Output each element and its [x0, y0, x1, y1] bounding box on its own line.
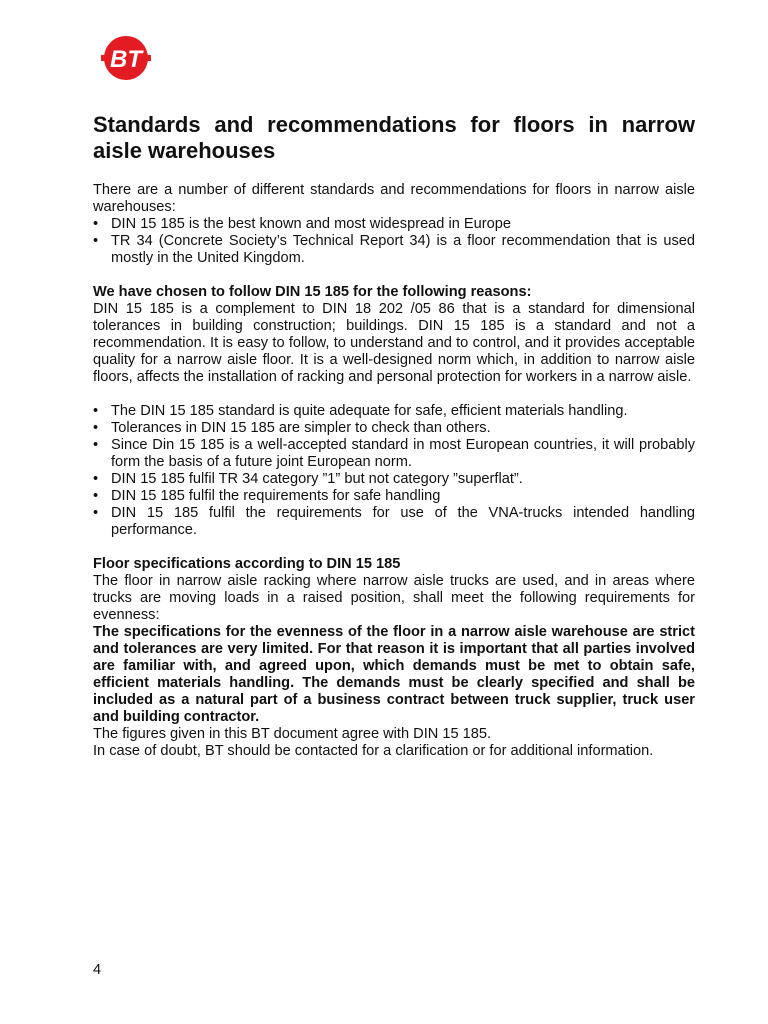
list-item: • DIN 15 185 fulfil the requirements for use of the VNA-trucks intended handling performance. [93, 505, 695, 539]
list-item: • The DIN 15 185 standard is quite adequate for safe, efficient materials handling. [93, 403, 695, 420]
spec-paragraph: The floor in narrow aisle racking where narrow aisle trucks are used, and in areas where trucks are moving loads in a raised position, shall meet the following requirements for evenness: [93, 573, 695, 623]
reasons-paragraph: DIN 15 185 is a complement to DIN 18 202 /05 86 that is a standard for dimensional tolerances in building construction; buildings. DIN 15 185 is a standard and not a recommendation. It is easy to follow, to understand and to control, and it provides acceptable quality for a narrow aisle floor. It is a well-designed norm which, in addition to narrow aisle floors, affects the installation of racking and personal protection for workers in a narrow aisle. [93, 301, 695, 385]
list-item: • Since Din 15 185 is a well-accepted standard in most European countries, it will probably form the basis of a future joint European norm. [93, 437, 695, 471]
list-item: • TR 34 (Concrete Society’s Technical Report 34) is a floor recommendation that is used mostly in the United Kingdom. [93, 233, 695, 267]
bt-logo [101, 35, 151, 81]
spec-line-agree: The figures given in this BT document agree with DIN 15 185. [93, 726, 492, 742]
list-item: • DIN 15 185 is the best known and most widespread in Europe [93, 216, 695, 233]
spec-heading: Floor specifications according to DIN 15 185 [93, 556, 401, 572]
reasons-heading: We have chosen to follow DIN 15 185 for the following reasons: [93, 284, 532, 300]
logo-text: BT [110, 46, 142, 73]
bt-logo-icon [101, 35, 151, 81]
list-item: • Tolerances in DIN 15 185 are simpler to check than others. [93, 420, 695, 437]
list-item: • DIN 15 185 fulfil the requirements for safe handling [93, 488, 695, 505]
spec-line-contact: In case of doubt, BT should be contacted for a clarification or for additional information. [93, 743, 654, 759]
intro-paragraph: There are a number of different standards and recommendations for floors in narrow aisle warehouses: [93, 182, 695, 215]
document-title: Standards and recommendations for floors in narrow aisle warehouses [93, 112, 695, 163]
list-item: • DIN 15 185 fulfil TR 34 category ”1” but not category ”superflat”. [93, 471, 695, 488]
page-number: 4 [93, 962, 102, 978]
intro-bullet-list [93, 216, 695, 267]
spec-bold-paragraph: The specifications for the evenness of the floor in a narrow aisle warehouse are strict and tolerances are very limited. For that reason it is important that all parties involved are familiar with, and agreed upon, which demands must be met to obtain safe, efficient materials handling. The demands must be clearly specified and shall be included as a natural part of a business contract between truck supplier, truck user and building contractor. [93, 624, 695, 725]
reasons-bullet-list [93, 403, 695, 539]
document-content [93, 112, 695, 760]
